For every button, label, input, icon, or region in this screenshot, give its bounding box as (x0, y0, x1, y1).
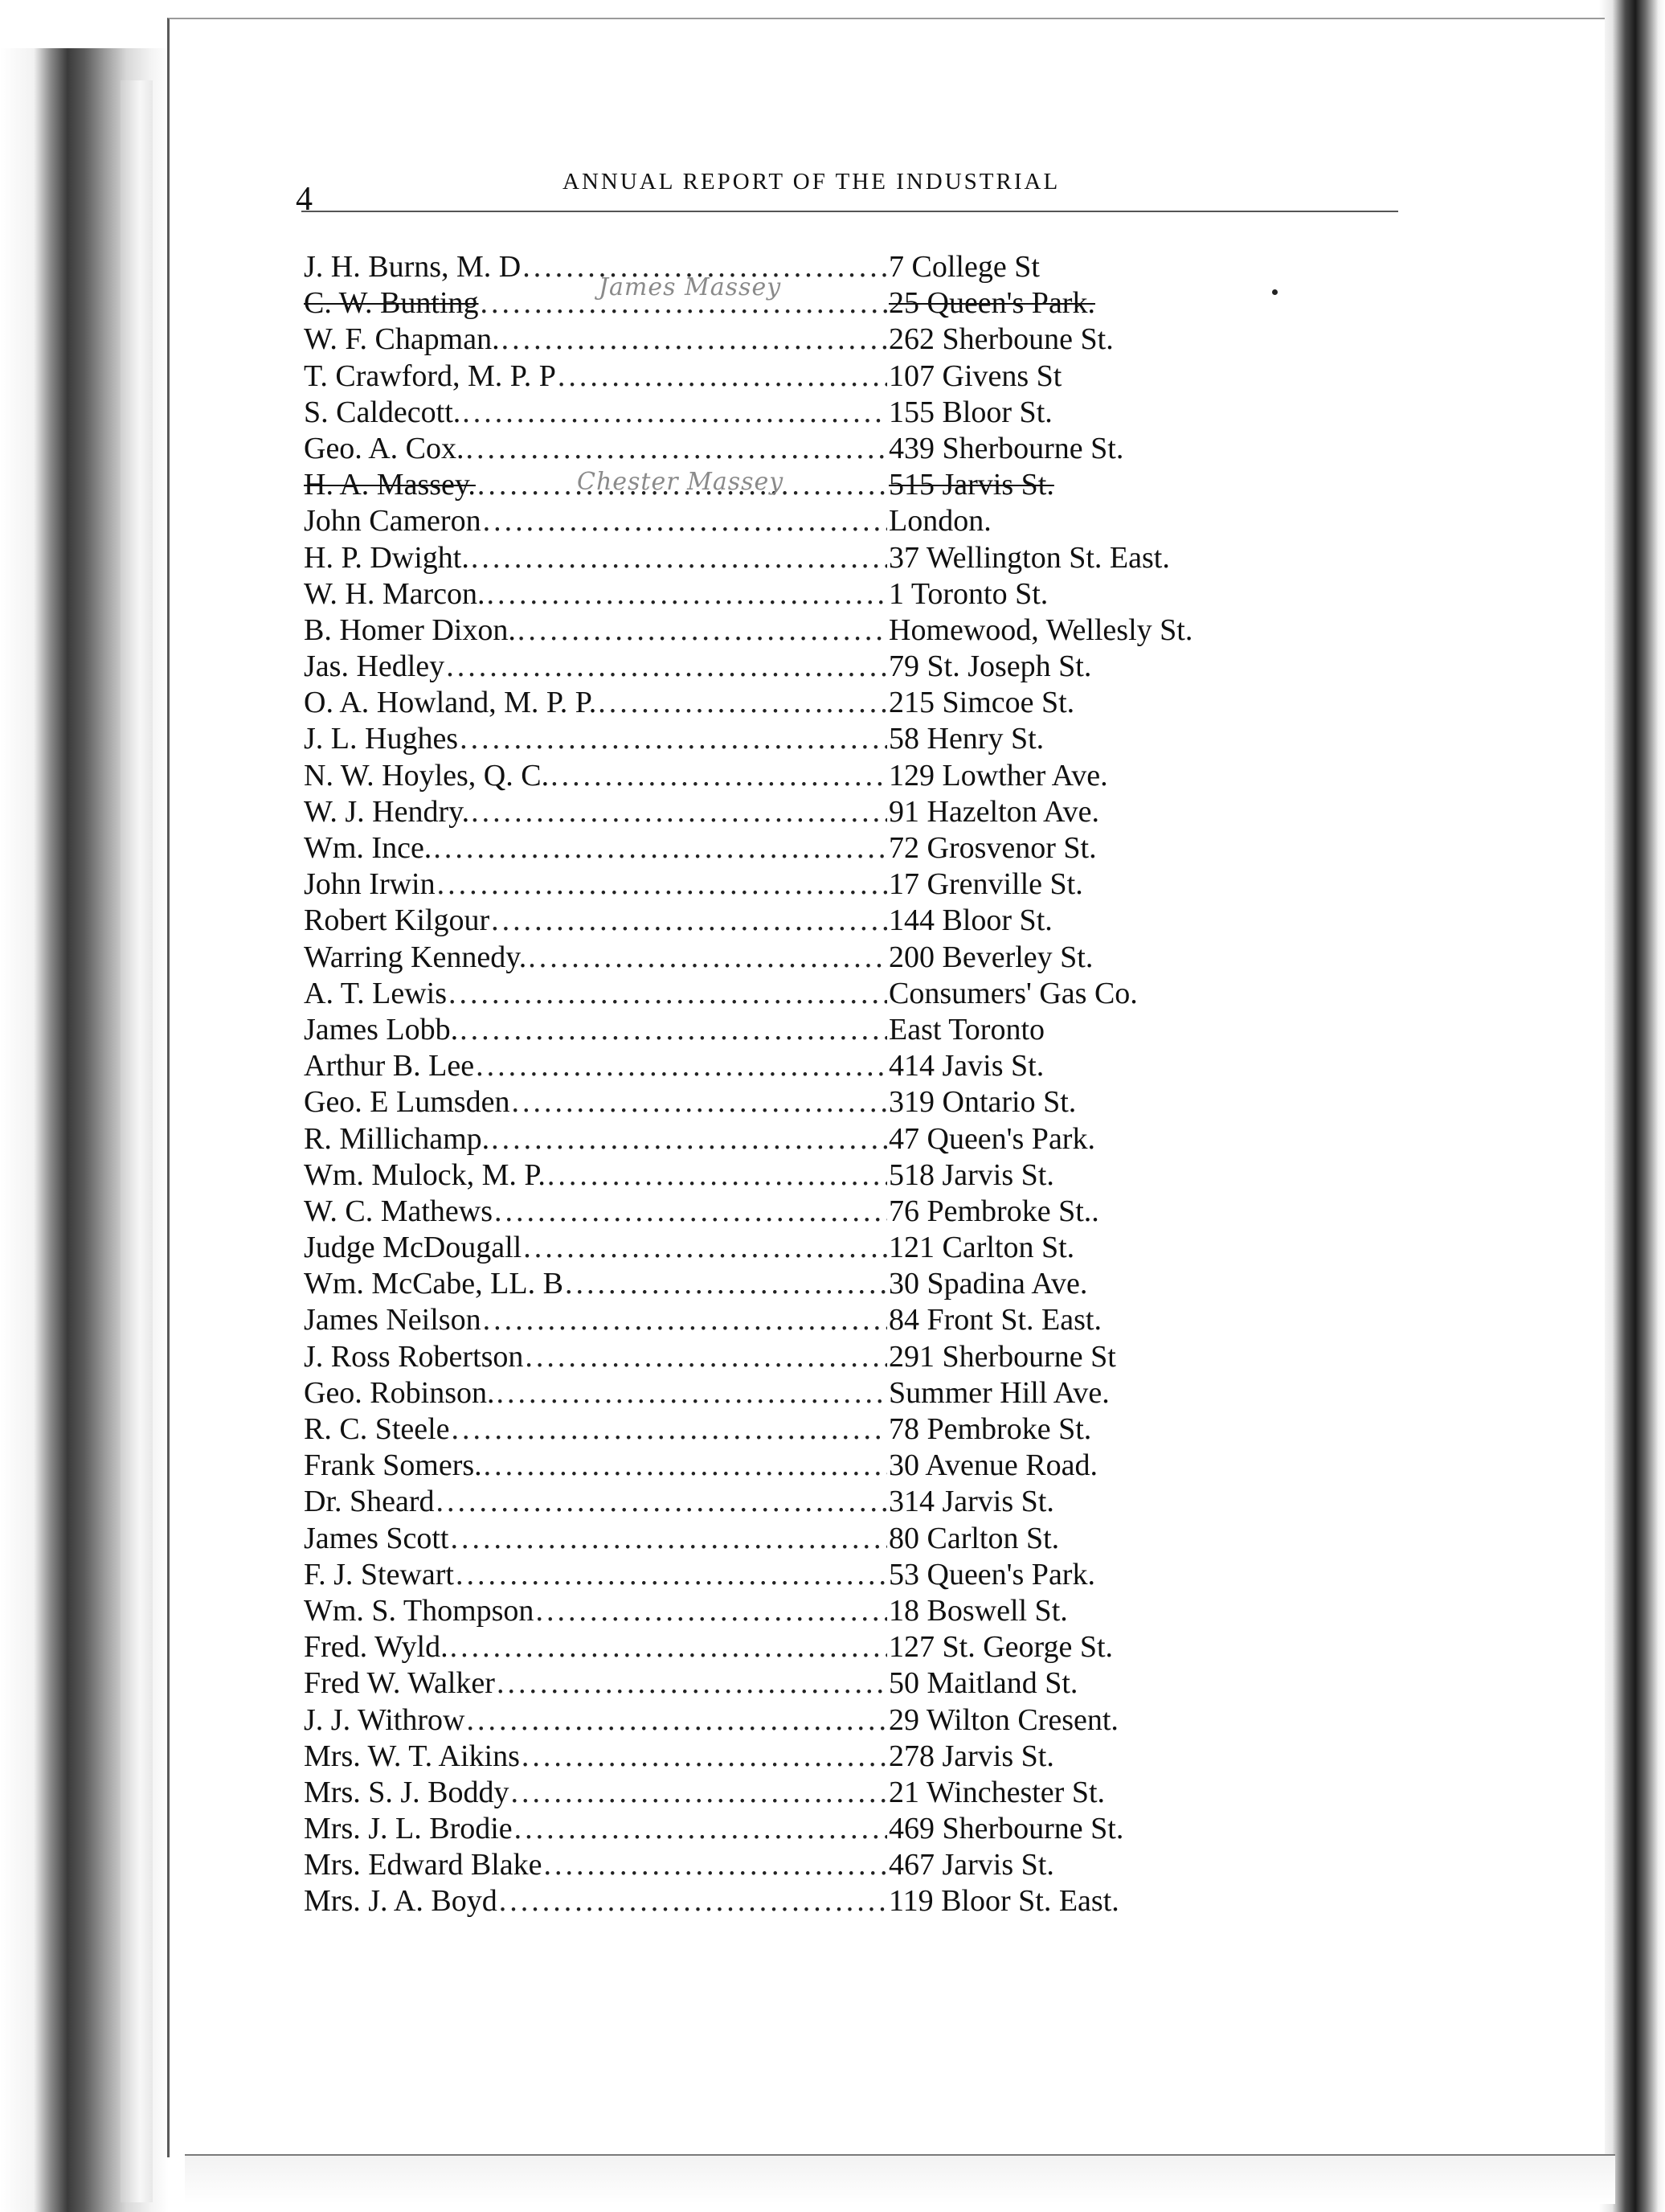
directory-entry (304, 758, 1300, 794)
entry-address: 72 Grosvenor St. (889, 831, 1097, 865)
directory-entry (304, 1557, 1300, 1593)
directory-entry (304, 395, 1300, 431)
entry-name: Mrs. J. L. Brodie (304, 1812, 513, 1846)
entry-address: 78 Pembroke St. (889, 1412, 1092, 1446)
page-header (289, 161, 1398, 217)
dot-leader (436, 1484, 887, 1520)
entry-address: 291 Sherbourne St (889, 1339, 1116, 1374)
entry-name: C. W. Bunting (304, 286, 479, 321)
dot-leader (558, 358, 887, 395)
dot-leader (511, 1084, 887, 1120)
entry-name: O. A. Howland, M. P. P. (304, 686, 597, 720)
entry-name: Frank Somers. (304, 1448, 482, 1483)
directory-entry (304, 1121, 1300, 1157)
dot-leader (476, 1048, 887, 1084)
entry-address: East Toronto (889, 1012, 1045, 1047)
entry-address: 30 Avenue Road. (889, 1448, 1098, 1483)
directory-entry (304, 249, 1300, 285)
entry-name: H. A. Massey. (304, 468, 476, 502)
directory-entry (304, 322, 1300, 358)
entry-address: 91 Hazelton Ave. (889, 794, 1100, 829)
entry-address: 29 Wilton Cresent. (889, 1702, 1119, 1737)
directory-entry (304, 1484, 1300, 1520)
entry-name: Geo. E Lumsden (304, 1085, 510, 1120)
directory-entry (304, 612, 1300, 649)
book-spine-edge (0, 48, 169, 2212)
dot-leader (535, 1593, 887, 1629)
entry-address: 50 Maitland St. (889, 1666, 1078, 1701)
entry-address: 262 Sherboune St. (889, 322, 1114, 357)
header-rule (301, 211, 1398, 212)
dot-leader (598, 685, 887, 721)
entry-name: Jas. Hedley (304, 649, 445, 684)
directory-entry (304, 467, 1300, 503)
directory-entry (304, 1194, 1300, 1230)
dot-leader (494, 1194, 887, 1230)
entry-name: James Scott (304, 1521, 449, 1555)
entry-name: S. Caldecott. (304, 395, 461, 429)
entry-address: Consumers' Gas Co. (889, 976, 1138, 1010)
dot-leader (437, 866, 887, 903)
dot-leader (462, 395, 887, 431)
entry-name: W. J. Hendry. (304, 794, 470, 829)
dot-leader (466, 431, 888, 467)
entry-address: 467 Jarvis St. (889, 1848, 1054, 1882)
entry-name: John Cameron (304, 504, 481, 539)
directory-entry (304, 540, 1300, 576)
entry-name: Mrs. J. A. Boyd (304, 1884, 497, 1919)
entry-address: 469 Sherbourne St. (889, 1812, 1124, 1846)
directory-entry (304, 1847, 1300, 1883)
entry-address: 53 Queen's Park. (889, 1557, 1095, 1591)
entry-name: John Irwin (304, 867, 436, 902)
page-bottom-edge (185, 2154, 1615, 2204)
entry-name: Wm. S. Thompson (304, 1593, 534, 1628)
directory-entry (304, 1302, 1300, 1338)
dot-leader (433, 830, 887, 866)
entry-name: W. C. Mathews (304, 1194, 493, 1228)
dot-leader (511, 1775, 888, 1811)
dot-leader (499, 1883, 887, 1919)
member-directory-list (304, 249, 1300, 1920)
dot-leader (471, 794, 887, 830)
handwritten-annotation-bunting: James Massey (599, 273, 782, 301)
directory-entry (304, 1775, 1300, 1811)
directory-entry (304, 1593, 1300, 1629)
entry-name: Wm. Ince. (304, 831, 432, 865)
entry-name: Judge McDougall (304, 1231, 522, 1265)
dot-leader (528, 940, 887, 976)
entry-address: London. (889, 504, 992, 539)
entry-address: 76 Pembroke St.. (889, 1194, 1099, 1228)
directory-entry (304, 1230, 1300, 1266)
dot-leader (450, 1629, 887, 1665)
dot-leader (514, 1811, 887, 1847)
entry-name: R. Millichamp. (304, 1121, 490, 1156)
entry-address: 129 Lowther Ave. (889, 758, 1108, 793)
directory-entry (304, 940, 1300, 976)
dot-leader (460, 721, 887, 757)
entry-address: 18 Boswell St. (889, 1593, 1068, 1628)
directory-entry (304, 285, 1300, 322)
directory-entry (304, 794, 1300, 830)
handwritten-annotation-massey: Chester Massey (577, 468, 784, 496)
dot-leader (471, 540, 887, 576)
directory-entry (304, 1375, 1300, 1411)
directory-entry (304, 1448, 1300, 1484)
dot-leader (483, 503, 887, 539)
entry-address: 200 Beverley St. (889, 940, 1094, 974)
entry-name: H. P. Dwight. (304, 540, 469, 575)
entry-address: 278 Jarvis St. (889, 1739, 1054, 1773)
dot-leader (466, 1702, 887, 1739)
entry-name: R. C. Steele (304, 1412, 450, 1446)
entry-name: N. W. Hoyles, Q. C. (304, 758, 550, 793)
dot-leader (487, 576, 888, 612)
entry-address: 47 Queen's Park. (889, 1121, 1095, 1156)
dot-leader (547, 1157, 887, 1194)
directory-entry (304, 866, 1300, 903)
entry-address: 79 St. Joseph St. (889, 649, 1092, 684)
entry-address: 518 Jarvis St. (889, 1157, 1054, 1192)
entry-address: 25 Queen's Park. (889, 286, 1095, 321)
facing-page-edge (1599, 0, 1665, 2212)
entry-name: Robert Kilgour (304, 903, 490, 938)
entry-name: James Lobb. (304, 1012, 459, 1047)
directory-entry (304, 685, 1300, 721)
dot-leader (544, 1847, 887, 1883)
entry-name: A. T. Lewis (304, 976, 448, 1010)
directory-entry (304, 1084, 1300, 1120)
directory-entry (304, 1883, 1300, 1919)
dot-leader (522, 1739, 887, 1775)
entry-name: Fred W. Walker (304, 1666, 495, 1701)
directory-entry (304, 1521, 1300, 1557)
directory-entry (304, 976, 1300, 1012)
entry-address: 58 Henry St. (889, 722, 1045, 756)
directory-entry (304, 721, 1300, 757)
entry-address: 121 Carlton St. (889, 1231, 1075, 1265)
dot-leader (491, 903, 887, 939)
entry-address: 119 Bloor St. East. (889, 1884, 1119, 1919)
entry-name: F. J. Stewart (304, 1557, 454, 1591)
dot-leader (523, 1230, 887, 1266)
directory-entry (304, 1339, 1300, 1375)
entry-address: 80 Carlton St. (889, 1521, 1060, 1555)
directory-entry (304, 1665, 1300, 1702)
dot-leader (497, 1665, 887, 1702)
dot-leader (525, 1339, 887, 1375)
entry-address: 414 Javis St. (889, 1049, 1045, 1083)
dot-leader (448, 976, 887, 1012)
entry-address: 21 Winchester St. (889, 1775, 1106, 1809)
entry-address: 155 Bloor St. (889, 395, 1053, 429)
ink-mark (1272, 289, 1278, 295)
dot-leader (497, 1375, 888, 1411)
entry-name: Fred. Wyld. (304, 1630, 448, 1665)
entry-name: Dr. Sheard (304, 1485, 435, 1519)
entry-name: J. J. Withrow (304, 1702, 465, 1737)
dot-leader (456, 1557, 887, 1593)
entry-address: Summer Hill Ave. (889, 1375, 1110, 1410)
directory-entry (304, 431, 1300, 467)
entry-name: Wm. McCabe, LL. B (304, 1267, 563, 1301)
directory-entry (304, 1157, 1300, 1194)
entry-name: Mrs. S. J. Boddy (304, 1775, 509, 1809)
directory-entry (304, 1811, 1300, 1847)
entry-address: 1 Toronto St. (889, 576, 1049, 611)
directory-entry (304, 1266, 1300, 1302)
directory-entry (304, 830, 1300, 866)
entry-name: J. L. Hughes (304, 722, 459, 756)
directory-entry (304, 1739, 1300, 1775)
entry-address: 439 Sherbourne St. (889, 431, 1124, 465)
entry-address: 144 Bloor St. (889, 903, 1053, 938)
directory-entry (304, 1048, 1300, 1084)
dot-leader (501, 322, 887, 358)
directory-entry (304, 358, 1300, 395)
dot-leader (565, 1266, 887, 1302)
entry-name: B. Homer Dixon. (304, 612, 516, 647)
entry-name: Warring Kennedy. (304, 940, 527, 974)
entry-name: T. Crawford, M. P. P (304, 358, 556, 393)
entry-address: 319 Ontario St. (889, 1085, 1077, 1120)
entry-name: James Neilson (304, 1303, 481, 1337)
dot-leader (450, 1521, 887, 1557)
entry-name: Geo. Robinson. (304, 1375, 495, 1410)
page-number: 4 (296, 181, 313, 218)
entry-address: 30 Spadina Ave. (889, 1267, 1088, 1301)
entry-address: 7 College St (889, 250, 1040, 284)
entry-address: 515 Jarvis St. (889, 468, 1054, 502)
entry-address: 314 Jarvis St. (889, 1485, 1054, 1519)
dot-leader (491, 1121, 887, 1157)
dot-leader (550, 758, 887, 794)
entry-name: Mrs. Edward Blake (304, 1848, 542, 1882)
entry-address: Homewood, Wellesly St. (889, 612, 1193, 647)
directory-entry (304, 576, 1300, 612)
directory-entry (304, 1702, 1300, 1739)
entry-address: 215 Simcoe St. (889, 686, 1075, 720)
directory-entry (304, 1629, 1300, 1665)
dot-leader (484, 1448, 887, 1484)
directory-entry (304, 1012, 1300, 1048)
entry-name: W. H. Marcon. (304, 576, 485, 611)
dot-leader (446, 649, 887, 685)
entry-name: Geo. A. Cox. (304, 431, 464, 465)
entry-name: Arthur B. Lee (304, 1049, 475, 1083)
dot-leader (460, 1012, 887, 1048)
entry-name: W. F. Chapman. (304, 322, 500, 357)
directory-entry (304, 649, 1300, 685)
entry-name: Mrs. W. T. Aikins (304, 1739, 520, 1773)
entry-name: Wm. Mulock, M. P. (304, 1157, 546, 1192)
dot-leader (452, 1411, 887, 1448)
directory-entry (304, 503, 1300, 539)
directory-entry (304, 903, 1300, 939)
entry-address: 84 Front St. East. (889, 1303, 1102, 1337)
page-stack-edge (121, 80, 153, 2202)
entry-address: 107 Givens St (889, 358, 1062, 393)
entry-name: J. H. Burns, M. D (304, 250, 522, 284)
entry-address: 37 Wellington St. East. (889, 540, 1170, 575)
running-head: ANNUAL REPORT OF THE INDUSTRIAL (562, 169, 1061, 195)
dot-leader (518, 612, 887, 649)
dot-leader (483, 1302, 887, 1338)
entry-name: J. Ross Robertson (304, 1339, 524, 1374)
entry-address: 127 St. George St. (889, 1630, 1114, 1665)
entry-address: 17 Grenville St. (889, 867, 1083, 902)
directory-entry (304, 1411, 1300, 1448)
